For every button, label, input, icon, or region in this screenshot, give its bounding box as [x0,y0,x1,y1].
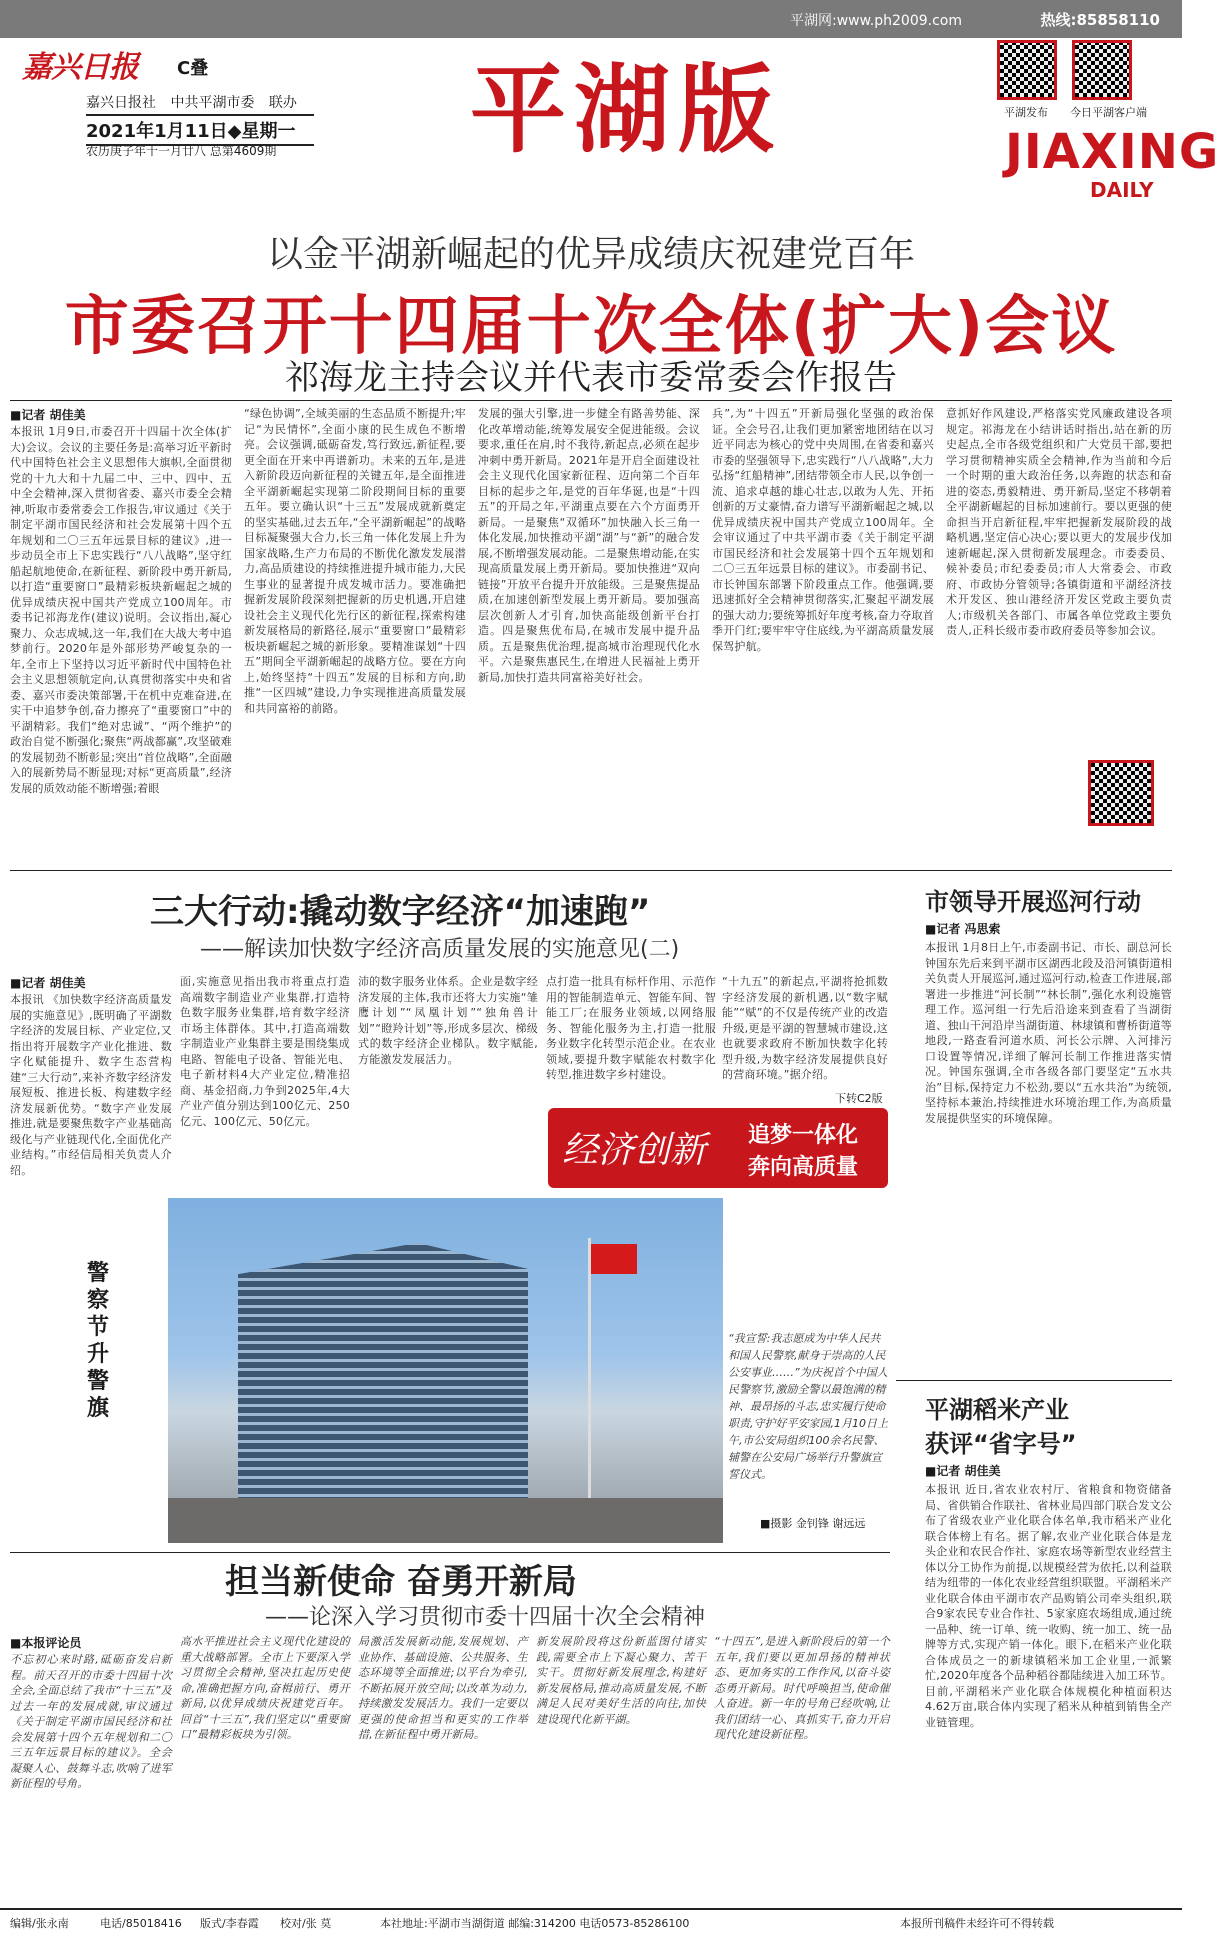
commentary-subhead: ——论深入学习贯彻市委十四届十次全会精神 [265,1605,706,1630]
ad-slogan: 经济创新 [562,1130,707,1171]
qr-label: 今日平湖客户端 [1070,106,1147,119]
edition-banner: 平湖版 [470,53,782,166]
lead-kicker: 以金平湖新崛起的优异成绩庆祝建党百年 [266,234,915,275]
qr-code-icon[interactable] [997,40,1057,100]
rice-headline[interactable]: 获评“省字号” [925,1430,1077,1458]
qr-code-icon[interactable] [1088,760,1154,826]
edition-mark: C叠 [177,58,209,79]
digital-column: “十九五”的新起点,平湖将抢抓数字经济发展的新机遇,以“数字赋能”“赋”的不仅是传统产业的改造升级,更是平湖的智慧城市建设,这也就要求政府不断加快数字化转型升级,为数字经济发展提供良好的营商环境。”据介绍。 [722,975,888,1081]
site-url[interactable]: 平湖网:www.ph2009.com [790,13,962,29]
qr-label: 平湖发布 [1004,106,1048,119]
divider [10,400,1172,401]
building-shape [238,1243,528,1503]
newspaper-logo[interactable]: 嘉兴日报 [22,50,138,85]
lead-column: 兵”,为“十四五”开新局强化坚强的政治保证。全会号召,让我们更加紧密地团结在以习近平同志为核心的党中央周围,在省委和嘉兴市委的坚强领导下,忠实践行“八八战略”,大力弘扬“红船精神”,团结带领全市人民,以争创一流、追求卓越的雄心壮志,以敢为人先、开拓创新的万丈豪情,奋力谱写平湖新崛起之城,以优异成绩庆祝中国共产党成立100周年。全会审议通过了中共平湖市委《关于制定平湖市国民经济和社会发展第十四个五年规划和二〇三五年远景目标的建议》。市委副书记、市长钟国东部署下阶段重点工作。他强调,要迅速抓好全会精神贯彻落实,汇聚起平湖发展的强大动力;要统筹抓好年度考核,奋力夺取首季开门红;要牢牢守住底线,为平湖高质量发展保驾护航。 [712,407,934,653]
brand-name: JIAXING [1005,124,1219,180]
top-bar [0,0,1182,38]
photo-title: 警察节 升警旗 [86,1261,109,1421]
page-footer [0,1908,1182,1933]
dateline: 2021年1月11日◆星期一 [86,114,314,146]
commentary-column: 局激活发展新动能,发展规划、产业协作、基础设施、公共服务、生态环境等全面推进;以平台为牵引,不断拓展开放空间;以改革为动力,持续激发发展活力。我们一定要以更强的使命担当和更实的工作举措,在新征程中勇开新局。 [358,1635,528,1741]
digital-subhead: ——解读加快数字经济高质量发展的实施意见(二) [200,937,680,962]
economy-ad [548,1108,888,1188]
footer-proof: 校对/张 莫 [280,1917,332,1930]
footer-address: 本社地址:平湖市当湖街道 邮编:314200 电话0573-85286100 [380,1917,690,1930]
lead-column: 发展的强大引擎,进一步健全有路善势能、深化改革增动能,统筹发展安全促进能级。会议要求,重任在肩,时不我待,新起点,必须在起步冲刺中勇开新局。2021年是开启全面建设社会主义现代化国家新征程、迈向第二个百年目标的起步之年,是党的百年华诞,也是“十四五”的开局之年,平湖重点要在六个方面勇开新局。一是聚焦“双循环”加快融入长三角一体化发展,加快推动平湖“湖”与“新”的融合发展,不断增强发展动能。二是聚焦增动能,在实现高质量发展上勇开新局。要加快推进“双向链接”开放平台提升开放能级。三是聚焦提品质,在加速创新型发展上勇开新局。要加强高层次创新人才引育,加快高能级创新平台打造。四是聚焦优布局,在城市发展中提升品质。五是聚焦优治理,提高城市治理现代化水平。六是聚焦惠民生,在增进人民福祉上勇开新局,加快打造共同富裕美好社会。 [478,407,700,684]
commentary-column: 高水平推进社会主义现代化建设的重大战略部署。全市上下要深入学习贯彻全会精神,坚决扛起历史使命,准确把握方向,奋楫前行、勇开新局,以优异成绩庆祝建党百年。回首“十三五”,我们坚定以“重要窗口”最精彩板块为引领。 [180,1635,350,1741]
rice-headline[interactable]: 平湖稻米产业 [925,1396,1069,1424]
commentary-column: “十四五”,是进入新阶段后的第一个五年,我们要以更加昂扬的精神状态、更加务实的工作作风,以奋斗姿态勇开新局。时代呼唤担当,使命催人奋进。新一年的号角已经吹响,让我们团结一心、真抓实干,奋力开启现代化建设新征程。 [714,1635,890,1741]
commentary-column: 新发展阶段将这份新蓝图付诸实践,需要全市上下凝心聚力、苦干实干。贯彻好新发展理念,构建好新发展格局,推动高质量发展,不断满足人民对美好生活的向往,加快建设现代化新平湖。 [536,1635,706,1726]
lead-subhead: 祁海龙主持会议并代表市委常委会作报告 [285,358,897,398]
brand-sub: DAILY [1090,178,1154,202]
divider [896,870,1172,871]
footer-note: 本报所刊稿件未经许可不得转载 [900,1917,1054,1930]
digital-column: 点打造一批具有标杆作用、示范作用的智能制造单元、智能车间、智能工厂;在服务业领域,以网络服务、智能化服务为主,打造一批服务业数字化转型示范企业。在农业领域,要提升数字赋能农村数字化转型,推进数字乡村建设。 [546,975,716,1081]
commentary-headline[interactable]: 担当新使命 奋勇开新局 [225,1562,577,1602]
digital-byline: ■记者 胡佳美 [10,976,86,990]
ad-line: 奔向高质量 [748,1155,859,1180]
rice-byline: ■记者 胡佳美 [925,1464,1001,1478]
lunar-date: 农历庚子年十一月廿八 总第4609期 [86,144,277,158]
digital-headline[interactable]: 三大行动:撬动数字经济“加速跑” [150,892,651,932]
lead-column: “绿色协调”,全域美丽的生态品质不断提升;牢记“为民情怀”,全面小康的民生成色不断增亮。会议强调,砥砺奋发,笃行致远,新征程,要更全面在开来中再谱新功。未来的五年,是进入新阶段迈向新征程的关键五年,是全面推进全平湖新崛起实现第二阶段期间目标的重要五年。要立确认识“十三五”发展成就新奠定的坚实基础,过去五年,“全平湖新崛起”的战略目标凝聚强大合力,长三角一体化发展上升为国家战略,生产力布局的不断优化激发发展潜力,高品质建设的持续推进提升城市能力,大民生事业的显著提升成发城市活力。要准确把握新发展阶段深刻把握新的历史机遇,开启建设社会主义现代化先行区的新征程,探索构建新发展格局的新路径,展示“重要窗口”最精彩板块新崛起之城的新形象。要精准谋划“十四五”期间全平湖新崛起的战略方位。要在方向上,始终坚持“十四五”发展的目标和方向,助推“一区四城”建设,力争实现推进高质量发展和共同富裕的前路。 [244,407,466,715]
lead-column: 本报讯 1月9日,市委召开十四届十次全体(扩大)会议。会议的主要任务是:高举习近平新时代中国特色社会主义思想伟大旗帜,全面贯彻党的十九大和十九届二中、三中、四中、五中全会精神,深入贯彻省委、嘉兴市委全会精神,听取市委常委会工作报告,审议通过《关于制定平湖市国民经济和社会发展第十四个五年规划和二〇三五年远景目标的建议》,进一步动员全市上下忠实践行“八八战略”,坚守红船起航地使命,在新征程、新阶段中勇开新局,以打造“重要窗口”最精彩板块新崛起之城的优异成绩庆祝中国共产党成立100周年。市委书记祁海龙作(建议)说明。会议指出,凝心聚力、众志成城,这一年,我们在大战大考中追梦前行。2020年是外部形势严峻复杂的一年,全市上下坚持以习近平新时代中国特色社会主义思想领航定向,认真贯彻落实中央和省委、嘉兴市委决策部署,干在机中克难奋进,在实干中追梦争创,奋力擦亮了“重要窗口”中的平湖精彩。我们“绝对忠诚”、“两个维护”的政治自觉不断强化;聚焦“两战都赢”,攻坚破难的发展韧劲不断彰显;突出“首位战略”,全面融入的展新势局不断显现;对标“更高质量”,经济发展的质效动能不断增强;着眼 [10,425,232,795]
photo-credit: ■摄影 金钊锋 谢远远 [760,1517,866,1530]
plaza [168,1498,723,1543]
qr-code-icon[interactable] [1072,40,1132,100]
photo-caption: “我宣誓:我志愿成为中华人民共和国人民警察,献身于崇高的人民公安事业……”为庆祝首个中国人民警察节,激励全警以最饱满的精神、最昂扬的斗志,忠实履行使命职责,守护好平安家园,1月10日上午,市公安局组织100余名民警、辅警在公安局广场举行升警旗宣誓仪式。 [728,1332,888,1481]
patrol-headline[interactable]: 市领导开展巡河行动 [925,888,1141,916]
divider [896,1380,1172,1381]
hotline: 热线:85858110 [1040,11,1160,29]
divider [10,1552,890,1553]
footer-layout: 版式/李春霞 [200,1917,259,1930]
digital-column: 本报讯 《加快数字经济高质量发展的实施意见》,既明确了平湖数字经济的发展目标、产业定位,又指出将开展数字产业化推进、数字化赋能提升、数字生态营构建“三大行动”,来补齐数字经济发展短板、推进长板、构建数字经济发展新优势。“数字产业发展推进,就是要聚焦数字产业基础高级化与产业链现代化,全面优化产业结构。”市经信局相关负责人介绍。 [10,993,172,1177]
flag-raising-photo [168,1198,723,1543]
flag-icon [591,1244,637,1274]
sponsors: 嘉兴日报社 中共平湖市委 联办 [86,95,297,111]
rice-body: 本报讯 近日,省农业农村厅、省粮食和物资储备局、省供销合作联社、省林业局四部门联合发文公布了省级农业产业化联合体名单,我市稻米产业化联合体榜上有名。据了解,农业产业化联合体是龙头企业和农民合作社、家庭农场等新型农业经营主体以分工协作为前提,以规模经营为依托,以利益联结为纽带的一体化农业经营组织联盟。平湖稻米产业化联合体由平湖市农产品购销公司牵头组织,联合9家农民专业合作社、5家家庭农场组成,通过统一品种、统一订单、统一收购、统一加工、统一品牌等方式,实现产销一体化。眼下,在稻米产业化联合体成员之一的新埭镇稻米加工企业里,一派繁忙,2020年度各个品种稻谷都陆续进入加工环节。目前,平湖稻米产业化联合体规模化种植面积达4.62万亩,联合体内实现了稻米从种植到销售全产业链管理。 [925,1483,1172,1729]
lead-headline[interactable]: 市委召开十四届十次全体(扩大)会议 [64,290,1118,364]
commentary-column: 不忘初心来时路,砥砺奋发启新程。前天召开的市委十四届十次全会,全面总结了我市“十三五”及过去一年的发展成就,审议通过《关于制定平湖市国民经济和社会发展第十四个五年规划和二〇三五年远景目标的建议》。全会凝聚人心、鼓舞斗志,吹响了进军新征程的号角。 [10,1653,172,1790]
digital-column: 沛的数字服务业体系。企业是数字经济发展的主体,我市还将大力实施“雏鹰计划”“凤凰计划”“独角兽计划”“瞪羚计划”等,形成多层次、梯级式的数字经济企业梯队。数字赋能,方能激发发展活力。 [358,975,538,1066]
patrol-byline: ■记者 冯思索 [925,922,1001,936]
lead-column: 意抓好作风建设,严格落实党风廉政建设各项规定。祁海龙在小结讲话时指出,站在新的历史起点,全市各级党组织和广大党员干部,要把学习贯彻精神实质全会精神,作为当前和今后一个时期的重大政治任务,以奔跑的状态和奋进的姿态,勇毅精进、勇开新局,坚定不移朝着全平湖新崛起的目标加速前行。要以更强的使命担当开启新征程,牢牢把握新发展阶段的战略机遇,坚定信心决心;要以更大的发展步伐加速新崛起,深入贯彻新发展理念。市委委员、候补委员;市纪委委员;市人大常委会、市政府、市政协分管领导;各镇街道和平湖经济技术开发区、独山港经济开发区党政主要负责人;市级机关各部门、市属各单位党政主要负责人,正科长级市委市政府委员等参加会议。 [946,407,1172,637]
footer-phone: 电话/85018416 [100,1917,182,1930]
flagpole [588,1238,591,1498]
patrol-body: 本报讯 1月8日上午,市委副书记、市长、副总河长钟国东先后来到平湖市区湖西北段及沿河镇街道相关负责人开展巡河,通过巡河行动,检查工作进展,部署进一步推进“河长制”“林长制”,强化水利设施管理工作。巡河组一行先后沿途来到查看了当湖街道、独山干河沿岸当湖街道、林埭镇和曹桥街道等地段,一路查看河道水质、河长公示牌、入河排污口设置等情况,详细了解河长制工作推进落实情况。钟国东强调,全市各级各部门要坚定“五水共治”目标,保持定力不松劲,要以“五水共治”为统领,坚持标本兼治,持续推进水环境治理工作,为高质量发展提供坚实的环境保障。 [925,941,1172,1125]
digital-column: 面,实施意见指出我市将重点打造高端数字制造业产业集群,打造特色数字服务业集群,培育数字经济市场主体群体。其中,打造高端数字制造业产业集群主要是围绕集成电路、智能电子设备、智能光电、电子新材料4大产业定位,精准招商、基金招商,力争到2025年,4大产业产值分别达到100亿元、250亿元、100亿元、50亿元。 [180,975,350,1128]
continued-link[interactable]: 下转C2版 [835,1092,883,1105]
commentary-byline: ■本报评论员 [10,1636,82,1650]
ad-line: 追梦一体化 [748,1123,859,1148]
lead-byline: ■记者 胡佳美 [10,408,86,422]
footer-editor: 编辑/张永南 [10,1917,69,1930]
